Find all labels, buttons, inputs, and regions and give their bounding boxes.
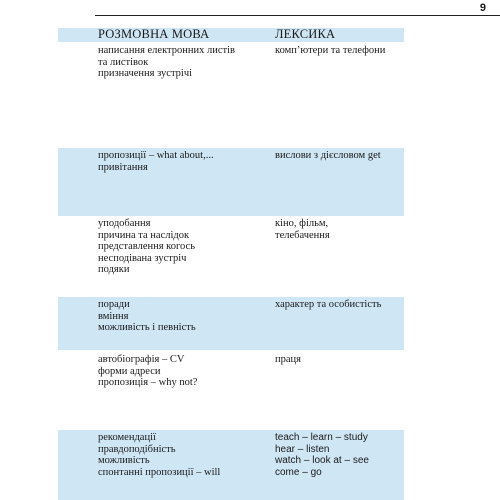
list-item: правдоподібність [98, 443, 176, 455]
header-col-vocabulary: ЛЕКСИКА [275, 27, 336, 41]
list-item: автобіографія – CV [98, 354, 185, 365]
list-item: подяки [98, 264, 130, 275]
list-item: teach – learn – study [275, 432, 368, 443]
row-5-left [98, 354, 197, 389]
row-3-right [275, 218, 330, 241]
list-item: пропозиції – what about,... [98, 150, 214, 161]
list-item: можливість [98, 455, 150, 466]
list-item: несподівана зустріч [98, 252, 187, 264]
row-6-right [275, 432, 369, 478]
list-item: характер та особистість [275, 299, 382, 310]
row-3-left [98, 218, 195, 276]
list-item: написання електронних листів [98, 45, 235, 56]
list-item: привітання [98, 161, 148, 173]
list-item: кіно, фільм, [275, 218, 329, 229]
row-2-left [98, 150, 214, 173]
row-1-right [275, 45, 385, 57]
row-5-right [275, 354, 301, 366]
header-col-speech: РОЗМОВНА МОВА [98, 27, 210, 41]
list-item: та листівок [98, 56, 149, 68]
list-item: причина та наслідок [98, 229, 190, 241]
list-item: комп’ютери та телефони [275, 45, 386, 56]
list-item: призначення зустрічі [98, 68, 193, 79]
page-number: 9 [479, 2, 486, 14]
list-item: вислови з дієсловом get [275, 150, 381, 161]
list-item: watch – look at – see [275, 455, 369, 466]
list-item: спонтанні пропозиції – will [98, 466, 221, 478]
list-item: hear – listen [275, 443, 330, 455]
list-item: come – go [275, 466, 322, 478]
list-item: поради [98, 299, 130, 310]
row-4-right [275, 299, 381, 311]
list-item: праця [275, 354, 301, 365]
list-item: можливість і певність [98, 322, 196, 333]
header-rule [95, 15, 500, 16]
list-item: пропозиція – why not? [98, 377, 198, 388]
list-item: вміння [98, 310, 129, 322]
row-2-right [275, 150, 381, 162]
list-item: представлення когось [98, 241, 196, 252]
row-4-left [98, 299, 196, 334]
row-1-left [98, 45, 235, 80]
list-item: форми адреси [98, 365, 161, 377]
list-item: рекомендації [98, 432, 156, 443]
list-item: уподобання [98, 218, 151, 229]
row-6-left [98, 432, 220, 478]
list-item: телебачення [275, 229, 330, 241]
